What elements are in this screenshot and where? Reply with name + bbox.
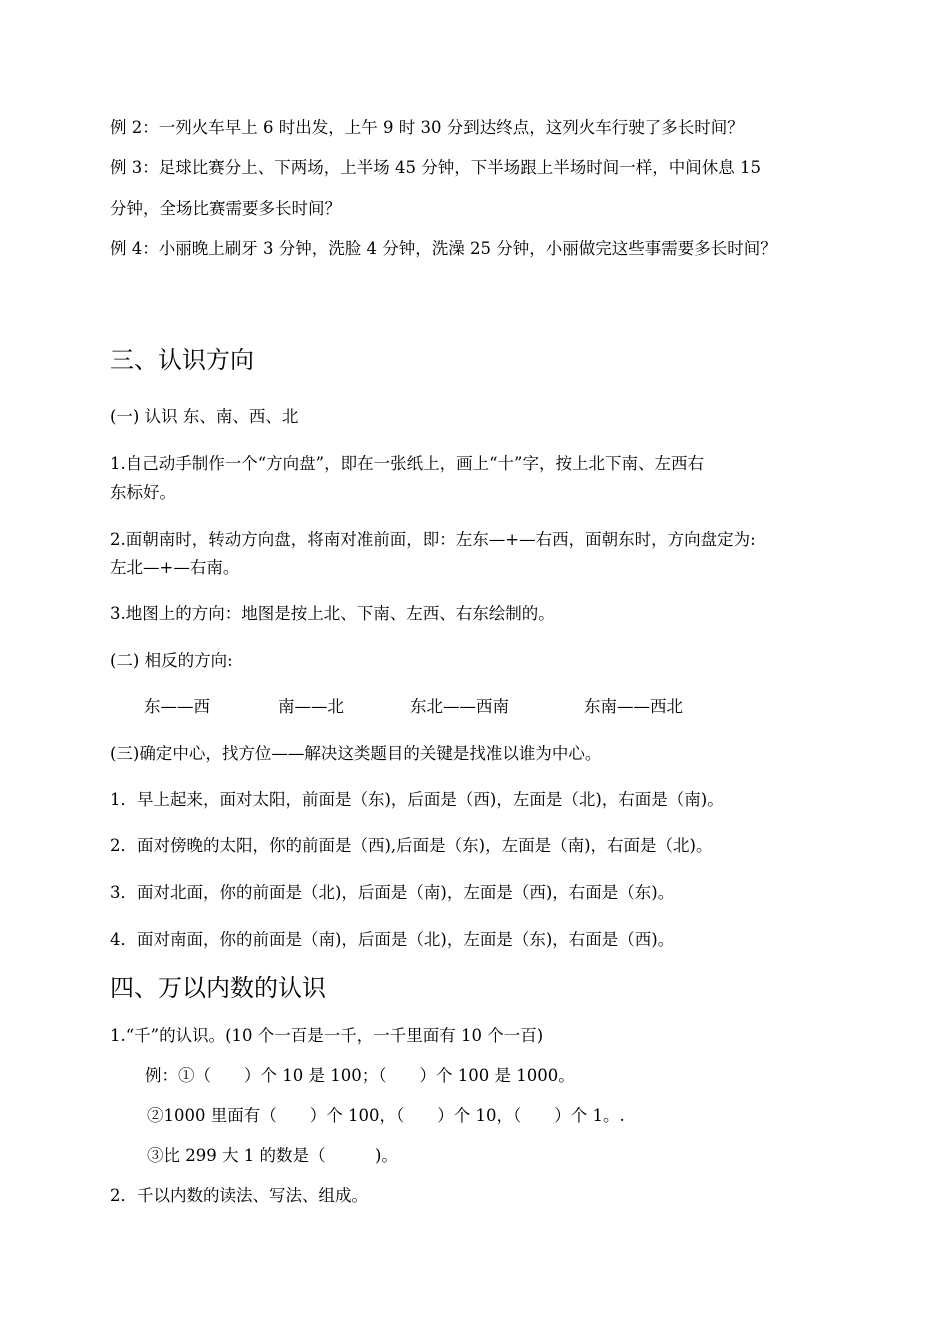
opposite-directions-row — [0, 695, 950, 719]
section-4-item-2: 2．千以内数的读法、写法、组成。 — [110, 1186, 368, 1205]
section-4-item-1: 1.“千”的认识。(10 个一百是一千，一千里面有 10 个一百) — [110, 1026, 544, 1045]
example-4: 例 4：小丽晚上刷牙 3 分钟，洗脸 4 分钟，洗澡 25 分钟，小丽做完这些事需要多长时间？ — [110, 239, 777, 258]
section-3-heading: 三、认识方向 — [110, 346, 254, 374]
item-2-line-2: 左北—+—右南。 — [110, 558, 240, 577]
example-3-line-2: 分钟，全场比赛需要多长时间？ — [110, 199, 341, 218]
question-2: 2．面对傍晚的太阳，你的前面是（西),后面是（东)，左面是（南)，右面是（北)。 — [110, 836, 713, 855]
opposite-pair: 东北——西南 — [410, 697, 509, 716]
example-2: 例 2：一列火车早上 6 时出发，上午 9 时 30 分到达终点，这列火车行驶了多长时间？ — [110, 118, 744, 137]
question-1: 1．早上起来，面对太阳，前面是（东)，后面是（西)，左面是（北)，右面是（南)。 — [110, 790, 724, 809]
opposite-pair: 东南——西北 — [584, 697, 683, 716]
item-1-line-2: 东标好。 — [110, 483, 176, 502]
question-3: 3．面对北面，你的前面是（北)，后面是（南)，左面是（西)，右面是（东)。 — [110, 883, 675, 902]
example-line-b: ②1000 里面有（ ）个 100，（ ）个 10，（ ）个 1。. — [147, 1106, 625, 1125]
opposite-pair: 南——北 — [278, 697, 344, 716]
subsection-2: (二) 相反的方向: — [110, 651, 233, 670]
example-line-c: ③比 299 大 1 的数是（ )。 — [147, 1146, 398, 1165]
item-3: 3.地图上的方向：地图是按上北、下南、左西、右东绘制的。 — [110, 604, 555, 623]
subsection-1: (一) 认识 东、南、西、北 — [110, 407, 299, 426]
item-2-line-1: 2.面朝南时，转动方向盘，将南对准前面，即：左东—+—右西，面朝东时，方向盘定为: — [110, 530, 756, 549]
example-3-line-1: 例 3：足球比赛分上、下两场，上半场 45 分钟，下半场跟上半场时间一样，中间休息 15 — [110, 158, 761, 177]
subsection-3: (三)确定中心，找方位——解决这类题目的关键是找准以谁为中心。 — [110, 744, 602, 763]
item-1-line-1: 1.自己动手制作一个“方向盘”，即在一张纸上，画上“十”字，按上北下南、左西右 — [110, 454, 704, 473]
opposite-pair: 东——西 — [144, 697, 210, 716]
example-line-a: 例：①（ ）个 10 是 100；（ ）个 100 是 1000。 — [145, 1066, 575, 1085]
section-4-heading: 四、万以内数的认识 — [110, 974, 326, 1002]
question-4: 4．面对南面，你的前面是（南)，后面是（北)，左面是（东)，右面是（西)。 — [110, 930, 675, 949]
